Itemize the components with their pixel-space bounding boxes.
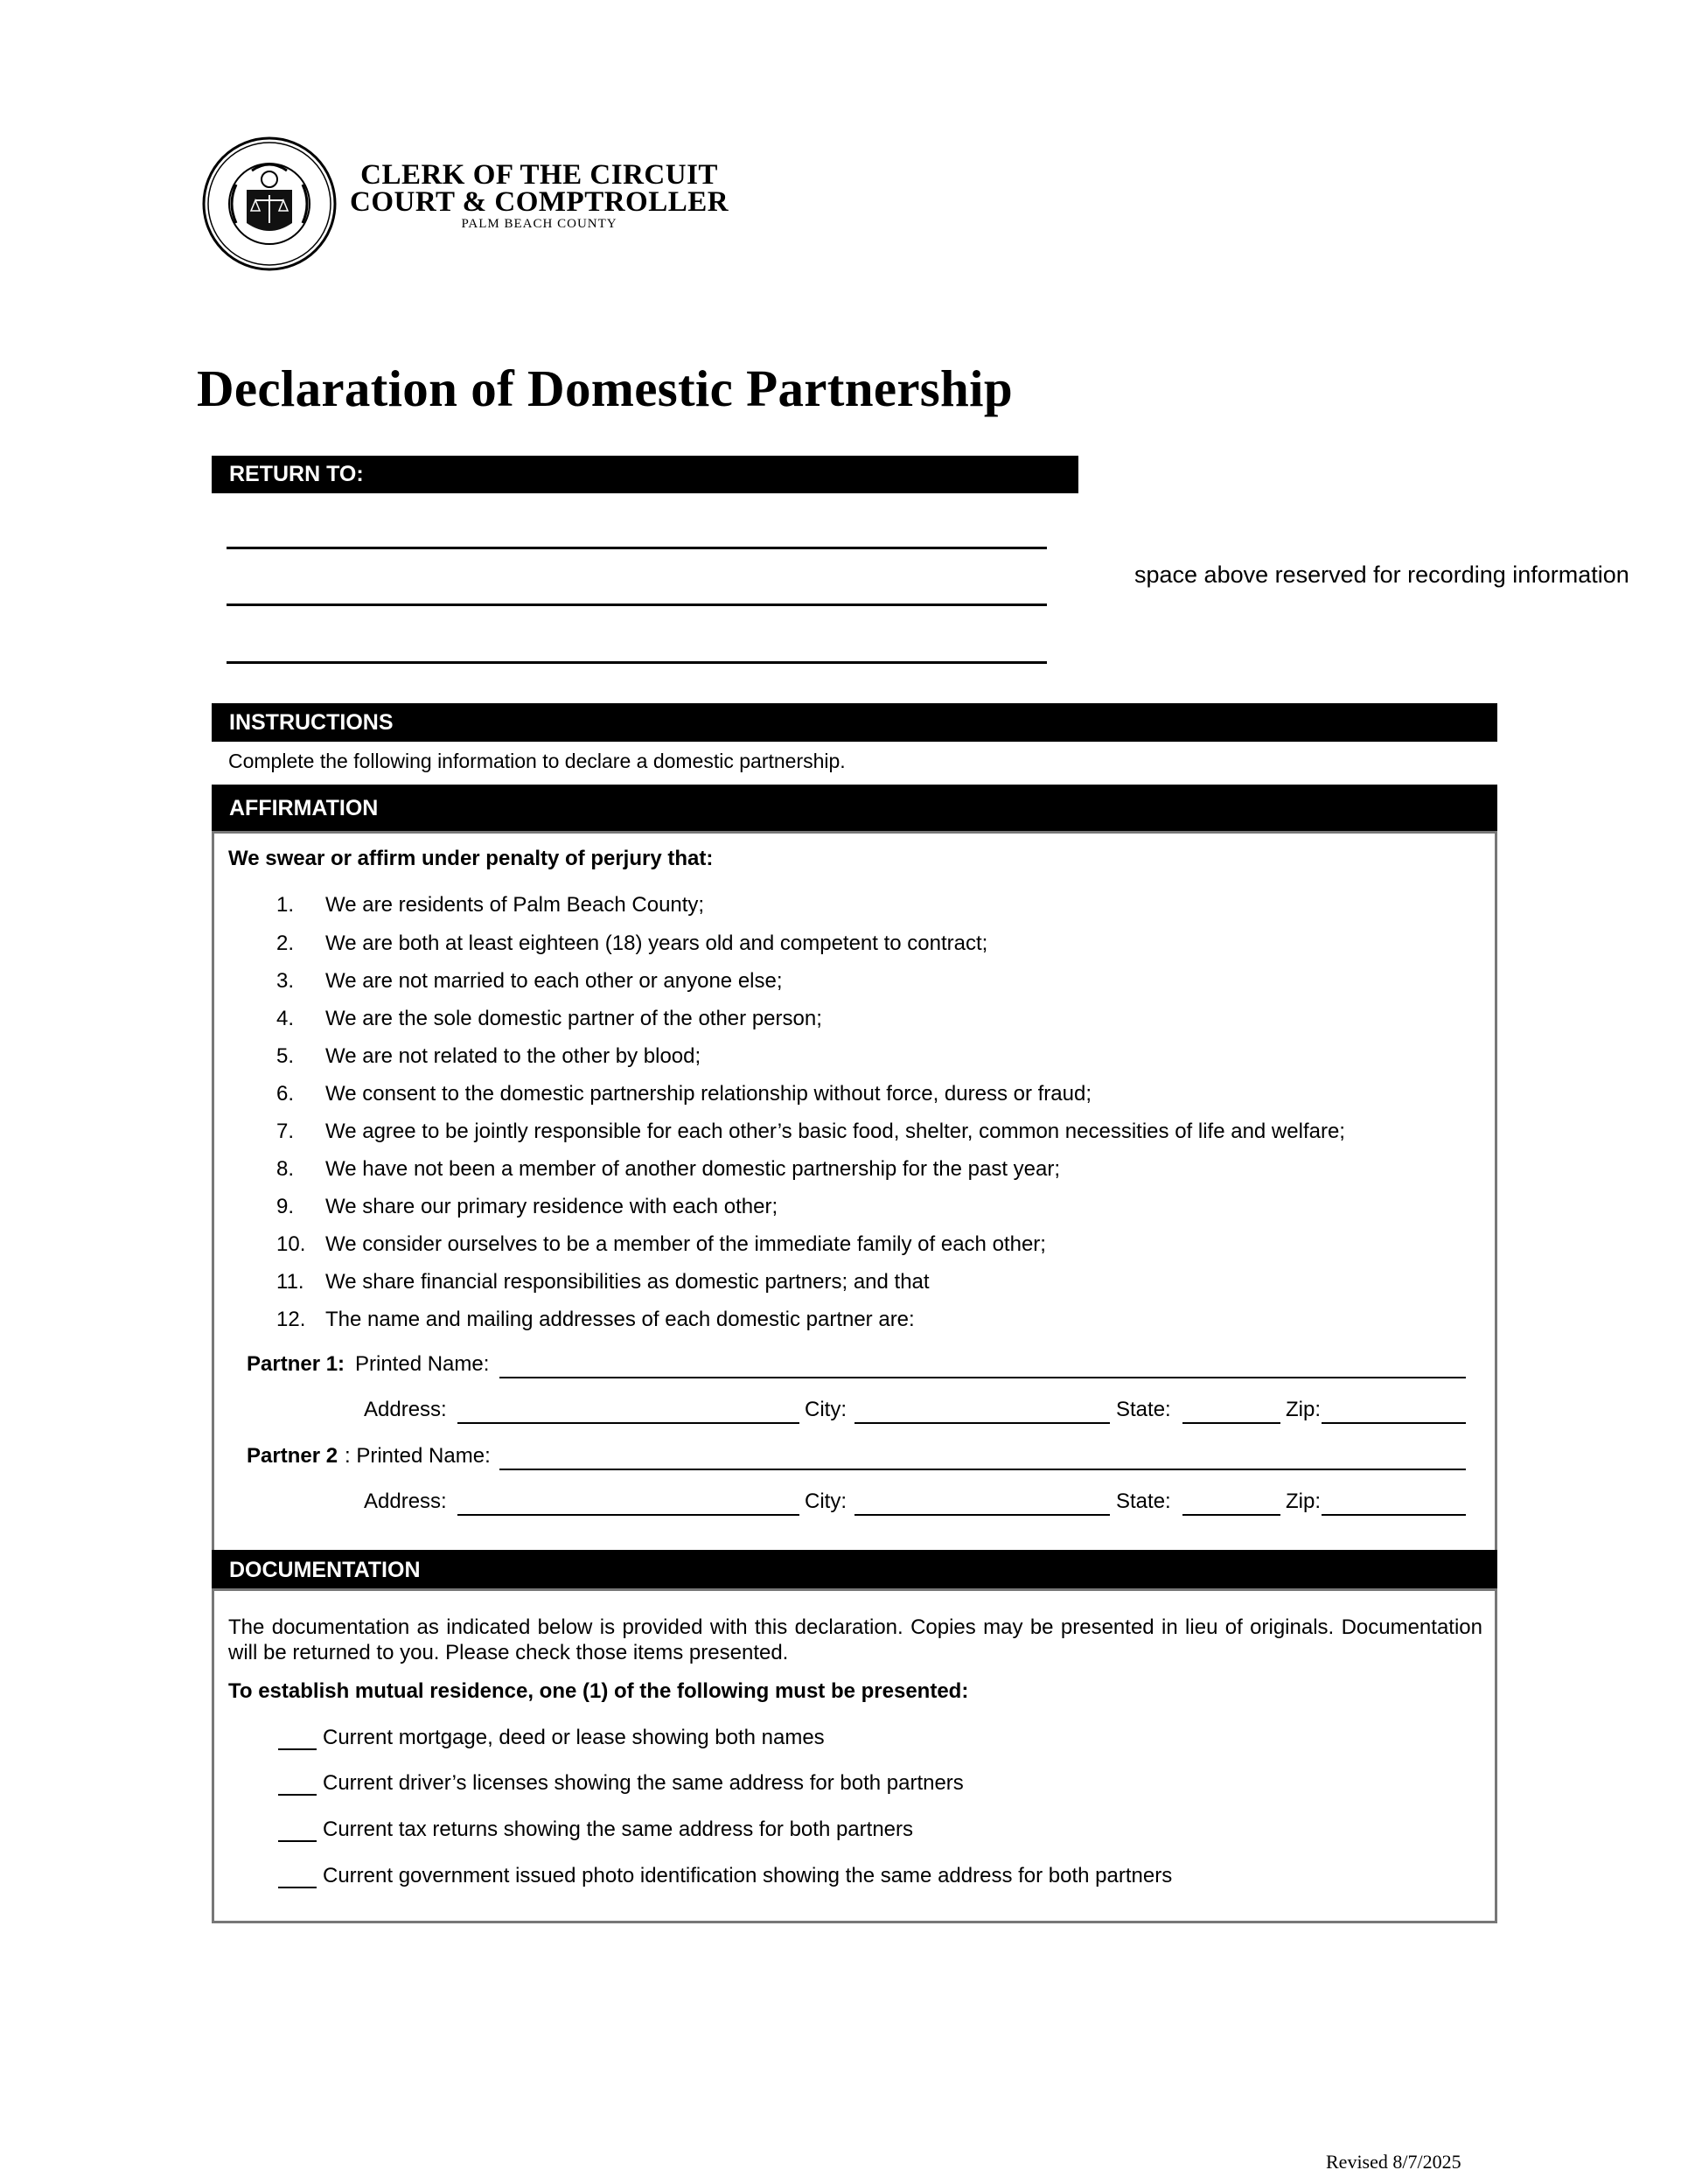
item-number: 9. xyxy=(276,1195,295,1218)
checklist-text: Current government issued photo identification showing the same address for both partners xyxy=(323,1864,1173,1887)
partner1-address-row xyxy=(0,1398,1688,1424)
partner1-city-field[interactable] xyxy=(854,1422,1110,1424)
item-number: 6. xyxy=(276,1082,295,1106)
partner2-address-label: Address: xyxy=(364,1490,447,1513)
list-item xyxy=(262,1307,915,1333)
checklist-item xyxy=(278,1726,825,1750)
partner2-address-field[interactable] xyxy=(457,1514,799,1516)
check-blank[interactable] xyxy=(278,1729,317,1750)
partner2-name-row xyxy=(0,1444,1688,1470)
documentation-lead: To establish mutual residence, one (1) of the following must be presented: xyxy=(228,1679,969,1703)
list-item xyxy=(262,931,987,957)
item-text: We agree to be jointly responsible for each other’s basic food, shelter, common necessities of life and welfare; xyxy=(325,1120,1345,1143)
checklist-item xyxy=(278,1771,964,1796)
checklist-item xyxy=(278,1864,1172,1888)
checklist-text: Current mortgage, deed or lease showing both names xyxy=(323,1726,825,1749)
checklist-item xyxy=(278,1818,913,1842)
partner2-zip-field[interactable] xyxy=(1322,1514,1466,1516)
item-number: 4. xyxy=(276,1007,295,1030)
partner1-state-label: State: xyxy=(1116,1398,1171,1421)
revision-date: Revised 8/7/2025 xyxy=(1326,2151,1461,2173)
document-title: Declaration of Domestic Partnership xyxy=(197,359,1013,417)
partner1-address-label: Address: xyxy=(364,1398,447,1421)
partner1-address-field[interactable] xyxy=(457,1422,799,1424)
check-blank[interactable] xyxy=(278,1821,317,1842)
item-text: We have not been a member of another domestic partnership for the past year; xyxy=(325,1157,1061,1181)
partner1-name-row xyxy=(0,1352,1688,1378)
item-number: 2. xyxy=(276,932,295,955)
list-item xyxy=(262,1006,822,1032)
item-text: The name and mailing addresses of each domestic partner are: xyxy=(325,1308,915,1331)
item-number: 8. xyxy=(276,1157,295,1181)
affirmation-lead: We swear or affirm under penalty of perjury that: xyxy=(228,847,714,870)
instructions-text: Complete the following information to declare a domestic partnership. xyxy=(228,750,846,772)
return-to-line-2[interactable] xyxy=(227,604,1047,606)
partner2-address-row xyxy=(0,1490,1688,1516)
item-number: 10. xyxy=(276,1232,306,1256)
list-item xyxy=(262,1269,930,1295)
partner2-city-label: City: xyxy=(805,1490,847,1513)
partner1-name-label: Printed Name: xyxy=(355,1352,490,1376)
item-number: 1. xyxy=(276,893,295,917)
documentation-header: DOCUMENTATION xyxy=(212,1550,1497,1590)
org-line2: COURT & COMPTROLLER xyxy=(350,186,729,218)
partner2-state-field[interactable] xyxy=(1182,1514,1280,1516)
partner1-label: Partner 1: xyxy=(247,1352,345,1376)
check-blank[interactable] xyxy=(278,1867,317,1888)
partner2-label: Partner 2 xyxy=(247,1444,338,1468)
org-line3: PALM BEACH COUNTY xyxy=(461,217,617,231)
partner2-zip-label: Zip: xyxy=(1286,1490,1322,1513)
partner2-state-label: State: xyxy=(1116,1490,1171,1513)
item-number: 3. xyxy=(276,969,295,993)
return-to-header: RETURN TO: xyxy=(212,456,1078,493)
item-number: 12. xyxy=(276,1308,306,1331)
item-text: We are not married to each other or anyone else; xyxy=(325,969,783,993)
recording-note: space above reserved for recording information xyxy=(1134,562,1629,588)
partner1-zip-label: Zip: xyxy=(1286,1398,1322,1421)
list-item xyxy=(262,968,783,994)
partner2-name-label: : Printed Name: xyxy=(345,1444,491,1468)
partner1-state-field[interactable] xyxy=(1182,1422,1280,1424)
documentation-paragraph: The documentation as indicated below is provided with this declaration. Copies may be presented in lieu of originals. Documentation will be returned to you. Please check those items presented. xyxy=(228,1615,1482,1664)
return-to-line-3[interactable] xyxy=(227,661,1047,664)
item-text: We share our primary residence with each other; xyxy=(325,1195,778,1218)
list-item xyxy=(262,1081,1092,1107)
item-text: We share financial responsibilities as domestic partners; and that xyxy=(325,1270,930,1294)
item-text: We are both at least eighteen (18) years old and competent to contract; xyxy=(325,932,988,955)
affirmation-header: AFFIRMATION xyxy=(212,785,1497,833)
item-text: We are not related to the other by blood; xyxy=(325,1044,701,1068)
list-item xyxy=(262,892,704,918)
partner2-city-field[interactable] xyxy=(854,1514,1110,1516)
item-text: We consider ourselves to be a member of the immediate family of each other; xyxy=(325,1232,1046,1256)
clerk-seal-logo xyxy=(201,136,338,272)
partner1-city-label: City: xyxy=(805,1398,847,1421)
org-line1: CLERK OF THE CIRCUIT xyxy=(360,159,718,191)
checklist-text: Current driver’s licenses showing the same address for both partners xyxy=(323,1771,964,1795)
list-item xyxy=(262,1043,701,1070)
list-item xyxy=(262,1119,1345,1145)
check-blank[interactable] xyxy=(278,1775,317,1796)
item-number: 11. xyxy=(276,1270,304,1294)
organization-name xyxy=(350,159,729,232)
partner1-name-field[interactable] xyxy=(499,1377,1466,1378)
item-text: We consent to the domestic partnership relationship without force, duress or fraud; xyxy=(325,1082,1092,1106)
item-text: We are residents of Palm Beach County; xyxy=(325,893,705,917)
item-number: 5. xyxy=(276,1044,295,1068)
checklist-text: Current tax returns showing the same address for both partners xyxy=(323,1818,913,1841)
item-text: We are the sole domestic partner of the other person; xyxy=(325,1007,822,1030)
partner1-zip-field[interactable] xyxy=(1322,1422,1466,1424)
instructions-header: INSTRUCTIONS xyxy=(212,703,1497,742)
list-item xyxy=(262,1194,778,1220)
list-item xyxy=(262,1232,1046,1258)
list-item xyxy=(262,1156,1060,1183)
return-to-line-1[interactable] xyxy=(227,547,1047,549)
partner2-name-field[interactable] xyxy=(499,1469,1466,1470)
item-number: 7. xyxy=(276,1120,295,1143)
